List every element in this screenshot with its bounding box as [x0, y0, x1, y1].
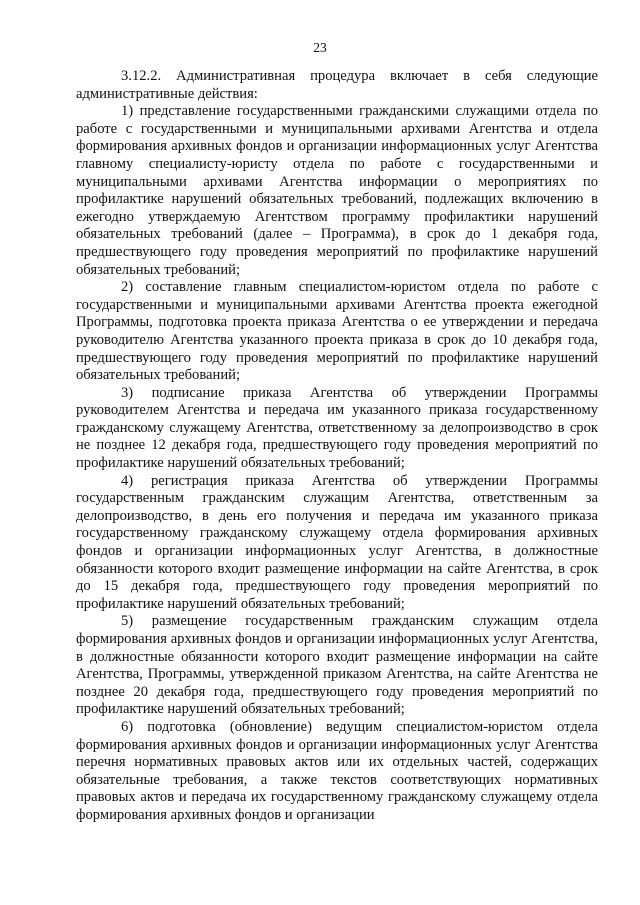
document-body [76, 68, 598, 825]
paragraph-item-5: 5) размещение государственным гражданским служащим отдела формирования архивных фондов и организации информационных услуг Агентства, в должностные обязанности которого входит размещение информации на сайте Агентства, Программы, утвержденной приказом Агентства, на сайте Агентства не позднее 20 декабря года, предшествующего году проведения мероприятий по профилактике нарушений обязательных требований; [76, 613, 598, 718]
paragraph-item-4: 4) регистрация приказа Агентства об утверждении Программы государственным гражданским служащим Агентства, ответственным за делопроизводство, в день его получения и передача им указанного приказа государственному гражданскому служащему отдела формирования архивных фондов и организации информационных услуг Агентства, в должностные обязанности которого входит размещение информации на сайте Агентства, в срок до 15 декабря года, предшествующего году проведения мероприятий по профилактике нарушений обязательных требований; [76, 472, 598, 612]
paragraph-item-6: 6) подготовка (обновление) ведущим специалистом-юристом отдела формирования архивных фондов и организации информационных услуг Агентства перечня нормативных правовых актов или их отдельных частей, содержащих обязательные требования, а также текстов соответствующих нормативных правовых актов и передача их государственному гражданскому служащему отдела формирования архивных фондов и организации [76, 718, 598, 823]
paragraph-item-2: 2) составление главным специалистом-юристом отдела по работе с государственными и муниципальными архивами Агентства проекта ежегодной Программы, подготовка проекта приказа Агентства о ее утверждении и передача руководителю Агентства указанного проекта приказа в срок до 10 декабря года, предшествующего году проведения мероприятий по профилактике нарушений обязательных требований; [76, 279, 598, 384]
page-number: 23 [313, 40, 327, 55]
paragraph-item-3: 3) подписание приказа Агентства об утверждении Программы руководителем Агентства и передача им указанного приказа государственному гражданскому служащему Агентства, ответственному за делопроизводство в срок не позднее 12 декабря года, предшествующего году проведения мероприятий по профилактике нарушений обязательных требований; [76, 384, 598, 472]
paragraph-item-1: 1) представление государственными гражданскими служащими отдела по работе с государственными и муниципальными архивами Агентства и отдела формирования архивных фондов и организации информационных услуг Агентства главному специалисту-юристу отдела по работе с государственными и муниципальными архивами Агентства информации о мероприятиях по профилактике нарушений обязательных требований, подлежащих включению в ежегодно утверждаемую Агентством программу профилактики нарушений обязательных требований (далее – Программа), в срок до 1 декабря года, предшествующего году проведения мероприятий по профилактике нарушений обязательных требований; [76, 103, 598, 278]
paragraph-3-12-2: 3.12.2. Административная процедура включает в себя следующие административные действия: [76, 68, 598, 102]
